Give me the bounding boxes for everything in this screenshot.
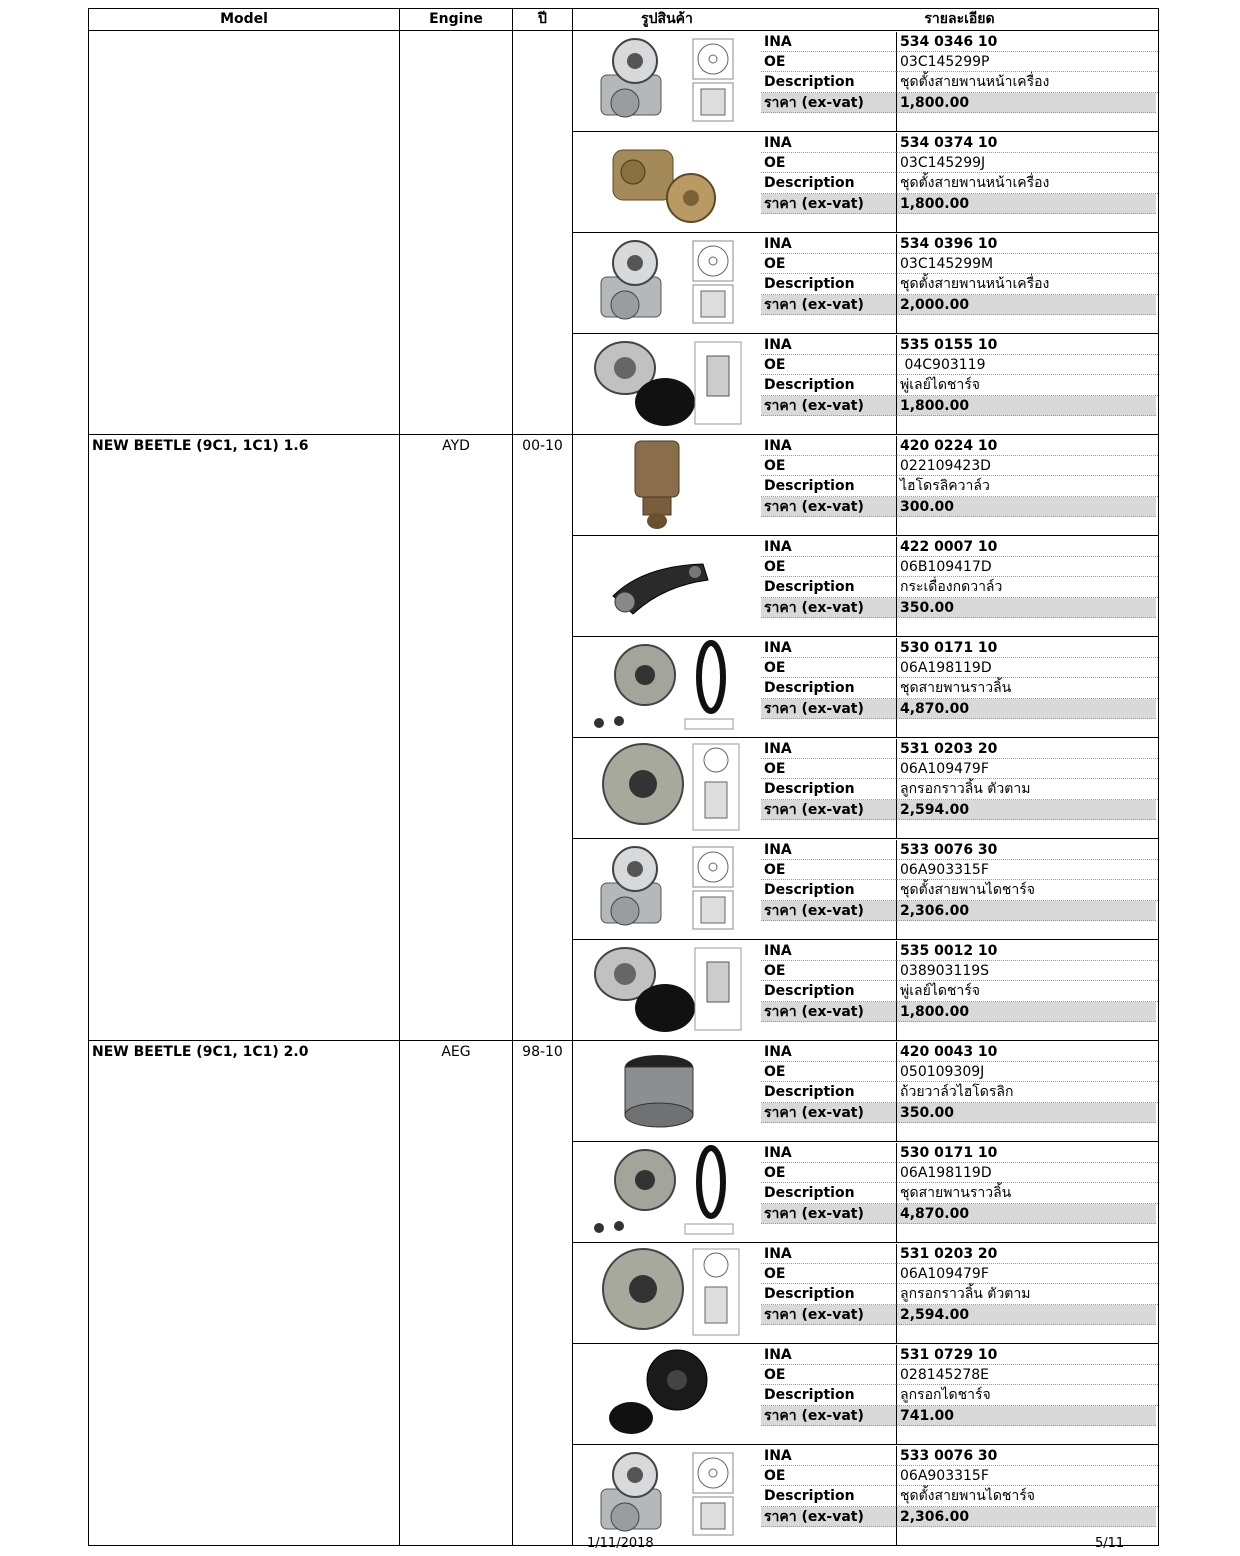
- description-text: ชุดสายพานราวลิ้น: [896, 1183, 1158, 1203]
- price-label: ราคา (ex-vat): [761, 800, 896, 820]
- product-cell: [573, 1142, 1159, 1243]
- tensioner-pulley-icon: [573, 738, 761, 838]
- ina-number: 534 0346 10: [896, 32, 1158, 52]
- product-cell: [573, 233, 1159, 334]
- product-cell: [573, 132, 1159, 233]
- hydraulic-lifter-icon: [573, 435, 761, 535]
- product-details: [761, 31, 1158, 131]
- oe-number: 06A198119D: [896, 1163, 1158, 1183]
- description-label: Description: [761, 1486, 896, 1506]
- price-value: 2,000.00: [896, 295, 1156, 315]
- description-label: Description: [761, 1183, 896, 1203]
- header-image-detail: [573, 9, 1159, 31]
- product-cell: [573, 435, 1159, 536]
- price-label: ราคา (ex-vat): [761, 901, 896, 921]
- ina-number: 535 0012 10: [896, 941, 1158, 961]
- product-details: [761, 1344, 1158, 1444]
- product-details: [761, 738, 1158, 838]
- header-engine: Engine: [400, 9, 513, 31]
- header-detail: รายละเอียด: [924, 11, 995, 27]
- product-details: [761, 637, 1158, 737]
- oe-number: 06A109479F: [896, 1264, 1158, 1284]
- product-details: [761, 334, 1158, 434]
- description-text: ถ้วยวาล์วไฮโดรลิก: [896, 1082, 1158, 1102]
- product-cell: [573, 536, 1159, 637]
- oe-label: OE: [761, 1264, 896, 1284]
- oe-label: OE: [761, 1466, 896, 1486]
- year-cell: 98-10: [513, 1041, 573, 1546]
- engine-cell: AYD: [400, 435, 513, 1041]
- product-cell: [573, 1344, 1159, 1445]
- description-text: ลูกรอกราวลิ้น ตัวตาม: [896, 1284, 1158, 1304]
- price-label: ราคา (ex-vat): [761, 598, 896, 618]
- product-cell: [573, 637, 1159, 738]
- belt-tensioner-icon: [573, 839, 761, 939]
- oe-number: 050109309J: [896, 1062, 1158, 1082]
- product-cell: [573, 738, 1159, 839]
- alternator-pulley-icon: [573, 334, 761, 434]
- description-text: ชุดตั้งสายพานไดชาร์จ: [896, 1486, 1158, 1506]
- ina-number: 534 0374 10: [896, 133, 1158, 153]
- year-cell: [513, 31, 573, 435]
- oe-number: 06A903315F: [896, 1466, 1158, 1486]
- ina-number: 533 0076 30: [896, 1446, 1158, 1466]
- price-value: 4,870.00: [896, 1204, 1156, 1224]
- ina-label: INA: [761, 840, 896, 860]
- description-text: ลูกรอกไดชาร์จ: [896, 1385, 1158, 1405]
- price-value: 350.00: [896, 1103, 1156, 1123]
- description-label: Description: [761, 274, 896, 294]
- model-cell: [89, 31, 400, 435]
- product-cell: [573, 1445, 1159, 1546]
- product-details: [761, 536, 1158, 636]
- price-value: 350.00: [896, 598, 1156, 618]
- footer-page: 5/11: [1095, 1536, 1125, 1551]
- table-header: [89, 9, 1159, 31]
- description-label: Description: [761, 678, 896, 698]
- price-label: ราคา (ex-vat): [761, 497, 896, 517]
- ina-label: INA: [761, 436, 896, 456]
- belt-tensioner-icon: [573, 31, 761, 131]
- description-label: Description: [761, 1284, 896, 1304]
- price-label: ราคา (ex-vat): [761, 295, 896, 315]
- price-value: 1,800.00: [896, 396, 1156, 416]
- description-label: Description: [761, 476, 896, 496]
- parts-table: [88, 8, 1159, 1546]
- oe-number: 03C145299J: [896, 153, 1158, 173]
- oe-label: OE: [761, 759, 896, 779]
- belt-tensioner-icon: [573, 1445, 761, 1545]
- header-model: Model: [89, 9, 400, 31]
- product-details: [761, 132, 1158, 232]
- oe-label: OE: [761, 557, 896, 577]
- description-text: พู่เลย์ไดชาร์จ: [896, 375, 1158, 395]
- product-details: [761, 233, 1158, 333]
- description-label: Description: [761, 1082, 896, 1102]
- ina-number: 531 0203 20: [896, 739, 1158, 759]
- price-value: 2,594.00: [896, 1305, 1156, 1325]
- table-row: [89, 1041, 1159, 1142]
- ina-label: INA: [761, 638, 896, 658]
- table-row: [89, 31, 1159, 132]
- description-text: ชุดตั้งสายพานหน้าเครื่อง: [896, 274, 1158, 294]
- price-label: ราคา (ex-vat): [761, 1305, 896, 1325]
- price-label: ราคา (ex-vat): [761, 1406, 896, 1426]
- price-value: 2,306.00: [896, 1507, 1156, 1527]
- description-text: ชุดตั้งสายพานไดชาร์จ: [896, 880, 1158, 900]
- oe-label: OE: [761, 52, 896, 72]
- description-label: Description: [761, 173, 896, 193]
- ina-number: 422 0007 10: [896, 537, 1158, 557]
- engine-cell: AEG: [400, 1041, 513, 1546]
- idler-pulley-icon: [573, 1344, 761, 1444]
- ina-number: 531 0729 10: [896, 1345, 1158, 1365]
- ina-label: INA: [761, 1244, 896, 1264]
- ina-number: 420 0043 10: [896, 1042, 1158, 1062]
- price-label: ราคา (ex-vat): [761, 1204, 896, 1224]
- oe-number: 06A109479F: [896, 759, 1158, 779]
- description-text: ชุดตั้งสายพานหน้าเครื่อง: [896, 72, 1158, 92]
- description-label: Description: [761, 72, 896, 92]
- price-label: ราคา (ex-vat): [761, 1103, 896, 1123]
- oe-number: 03C145299M: [896, 254, 1158, 274]
- ina-number: 531 0203 20: [896, 1244, 1158, 1264]
- oe-number: 06B109417D: [896, 557, 1158, 577]
- ina-number: 534 0396 10: [896, 234, 1158, 254]
- product-details: [761, 839, 1158, 939]
- product-details: [761, 1041, 1158, 1141]
- oe-label: OE: [761, 355, 896, 375]
- belt-tensioner-bronze-icon: [573, 132, 761, 232]
- product-cell: [573, 1243, 1159, 1344]
- ina-label: INA: [761, 32, 896, 52]
- price-value: 300.00: [896, 497, 1156, 517]
- ina-label: INA: [761, 739, 896, 759]
- product-details: [761, 435, 1158, 535]
- year-cell: 00-10: [513, 435, 573, 1041]
- description-text: พู่เลย์ไดชาร์จ: [896, 981, 1158, 1001]
- product-details: [761, 940, 1158, 1040]
- oe-label: OE: [761, 860, 896, 880]
- description-label: Description: [761, 981, 896, 1001]
- ina-label: INA: [761, 133, 896, 153]
- oe-label: OE: [761, 153, 896, 173]
- description-text: กระเดื่องกดวาล์ว: [896, 577, 1158, 597]
- description-text: ชุดตั้งสายพานหน้าเครื่อง: [896, 173, 1158, 193]
- price-value: 1,800.00: [896, 93, 1156, 113]
- bucket-tappet-icon: [573, 1041, 761, 1141]
- oe-number: 03C145299P: [896, 52, 1158, 72]
- model-cell: NEW BEETLE (9C1, 1C1) 2.0: [89, 1041, 400, 1546]
- oe-number: 022109423D: [896, 456, 1158, 476]
- product-cell: [573, 940, 1159, 1041]
- product-cell: [573, 839, 1159, 940]
- oe-number: 06A903315F: [896, 860, 1158, 880]
- footer-date: 1/11/2018: [587, 1536, 654, 1551]
- oe-label: OE: [761, 1062, 896, 1082]
- header-year: ปี: [513, 9, 573, 31]
- price-value: 2,306.00: [896, 901, 1156, 921]
- description-label: Description: [761, 779, 896, 799]
- price-label: ราคา (ex-vat): [761, 1002, 896, 1022]
- ina-label: INA: [761, 1345, 896, 1365]
- price-label: ราคา (ex-vat): [761, 396, 896, 416]
- model-cell: NEW BEETLE (9C1, 1C1) 1.6: [89, 435, 400, 1041]
- header-image: รูปสินค้า: [641, 11, 693, 27]
- price-sheet: [88, 8, 1158, 1546]
- ina-label: INA: [761, 335, 896, 355]
- table-row: [89, 435, 1159, 536]
- ina-label: INA: [761, 1042, 896, 1062]
- product-details: [761, 1445, 1158, 1545]
- price-label: ราคา (ex-vat): [761, 1507, 896, 1527]
- oe-label: OE: [761, 961, 896, 981]
- rocker-arm-icon: [573, 536, 761, 636]
- price-label: ราคา (ex-vat): [761, 699, 896, 719]
- ina-label: INA: [761, 1143, 896, 1163]
- description-text: ชุดสายพานราวลิ้น: [896, 678, 1158, 698]
- description-text: ไฮโดรลิควาล์ว: [896, 476, 1158, 496]
- ina-number: 535 0155 10: [896, 335, 1158, 355]
- price-label: ราคา (ex-vat): [761, 93, 896, 113]
- oe-number: 028145278E: [896, 1365, 1158, 1385]
- alternator-pulley-icon: [573, 940, 761, 1040]
- product-details: [761, 1243, 1158, 1343]
- price-value: 4,870.00: [896, 699, 1156, 719]
- tensioner-pulley-icon: [573, 1243, 761, 1343]
- price-label: ราคา (ex-vat): [761, 194, 896, 214]
- product-details: [761, 1142, 1158, 1242]
- ina-label: INA: [761, 234, 896, 254]
- price-value: 741.00: [896, 1406, 1156, 1426]
- engine-cell: [400, 31, 513, 435]
- price-value: 2,594.00: [896, 800, 1156, 820]
- description-label: Description: [761, 577, 896, 597]
- oe-label: OE: [761, 254, 896, 274]
- ina-number: 530 0171 10: [896, 1143, 1158, 1163]
- ina-number: 420 0224 10: [896, 436, 1158, 456]
- ina-number: 533 0076 30: [896, 840, 1158, 860]
- belt-tensioner-icon: [573, 233, 761, 333]
- description-label: Description: [761, 880, 896, 900]
- oe-label: OE: [761, 658, 896, 678]
- price-value: 1,800.00: [896, 194, 1156, 214]
- product-cell: [573, 1041, 1159, 1142]
- oe-number: 06A198119D: [896, 658, 1158, 678]
- description-text: ลูกรอกราวลิ้น ตัวตาม: [896, 779, 1158, 799]
- description-label: Description: [761, 375, 896, 395]
- oe-number: 04C903119: [896, 355, 1158, 375]
- timing-belt-kit-icon: [573, 1142, 761, 1242]
- oe-number: 038903119S: [896, 961, 1158, 981]
- timing-belt-kit-icon: [573, 637, 761, 737]
- oe-label: OE: [761, 1163, 896, 1183]
- ina-label: INA: [761, 537, 896, 557]
- ina-label: INA: [761, 1446, 896, 1466]
- oe-label: OE: [761, 1365, 896, 1385]
- product-cell: [573, 334, 1159, 435]
- oe-label: OE: [761, 456, 896, 476]
- ina-number: 530 0171 10: [896, 638, 1158, 658]
- description-label: Description: [761, 1385, 896, 1405]
- ina-label: INA: [761, 941, 896, 961]
- product-cell: [573, 31, 1159, 132]
- price-value: 1,800.00: [896, 1002, 1156, 1022]
